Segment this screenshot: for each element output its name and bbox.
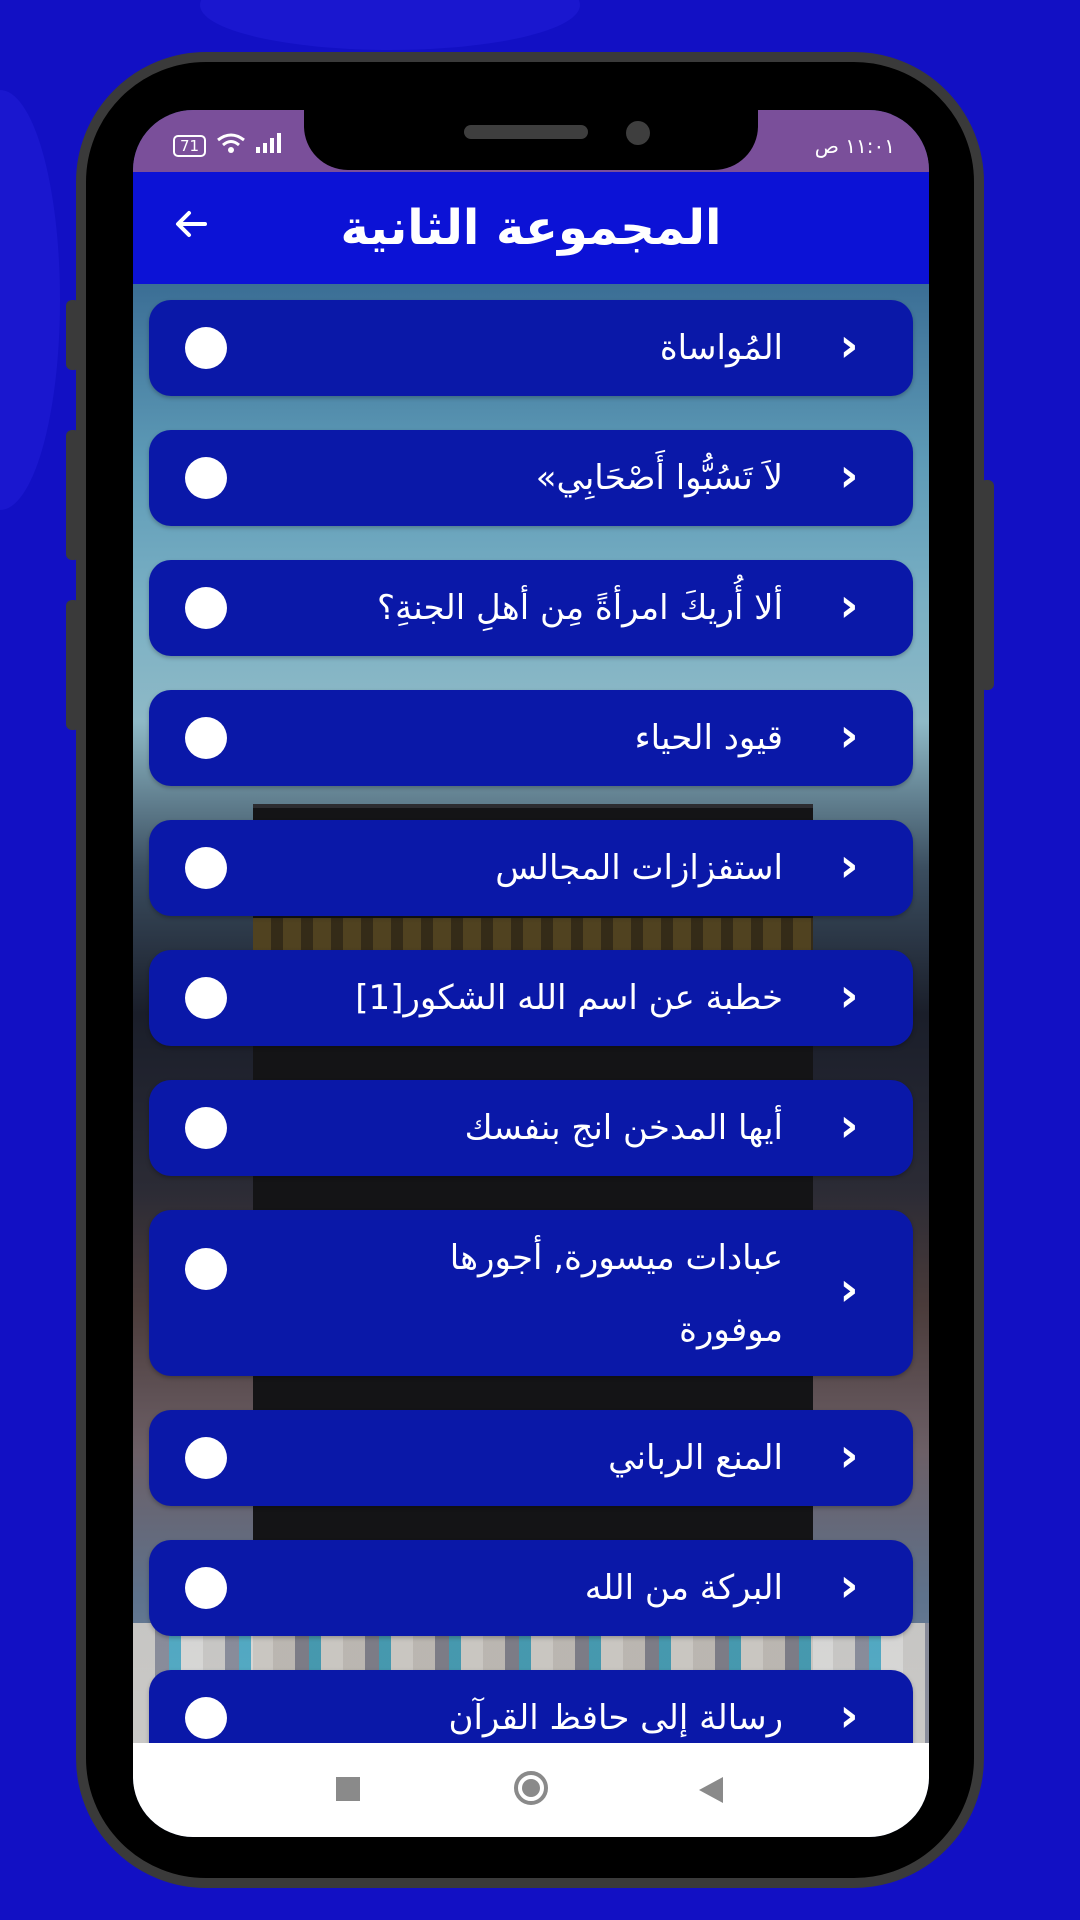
chevron-right-icon: › xyxy=(839,1688,859,1742)
list-item-label: البركة من الله xyxy=(584,1568,783,1608)
wifi-icon xyxy=(216,132,246,159)
battery-icon: 71 xyxy=(173,135,206,157)
list-item[interactable] xyxy=(149,1540,913,1636)
background-blob xyxy=(200,0,580,50)
arrow-left-icon xyxy=(169,202,213,246)
circle-icon[interactable] xyxy=(514,1771,548,1805)
read-status-dot xyxy=(185,1437,227,1479)
list-item[interactable] xyxy=(149,1410,913,1506)
speaker-icon xyxy=(464,125,588,139)
list-item-label: رسالة إلى حافظ القرآن xyxy=(448,1698,783,1738)
read-status-dot xyxy=(185,1107,227,1149)
list-item-label: المُواساة xyxy=(659,328,783,368)
list-item[interactable] xyxy=(149,1210,913,1376)
read-status-dot xyxy=(185,587,227,629)
list-item-label: قيود الحياء xyxy=(634,718,783,758)
status-time: ١١:٠١ ص xyxy=(814,134,895,158)
list-item-label: عبادات ميسورة, أجورها موفورة xyxy=(449,1238,783,1350)
list-item-label: ألا أُريكَ امرأةً مِن أهلِ الجنةِ؟ xyxy=(376,588,783,628)
chevron-right-icon: › xyxy=(839,318,859,372)
phone-screen xyxy=(133,110,929,1837)
list-item[interactable] xyxy=(149,1080,913,1176)
square-icon[interactable] xyxy=(336,1777,360,1801)
chevron-right-icon: › xyxy=(839,1558,859,1612)
read-status-dot xyxy=(185,717,227,759)
camera-icon xyxy=(626,121,650,145)
list-item[interactable] xyxy=(149,1670,913,1743)
read-status-dot xyxy=(185,1567,227,1609)
phone-side-button xyxy=(66,430,80,560)
chevron-right-icon: › xyxy=(839,1098,859,1152)
list-item[interactable] xyxy=(149,560,913,656)
read-status-dot xyxy=(185,457,227,499)
chevron-right-icon: › xyxy=(839,1428,859,1482)
chevron-right-icon: › xyxy=(839,708,859,762)
content-area xyxy=(133,284,929,1743)
list-item-label: لاَ تَسُبُّوا أَصْحَابِي» xyxy=(535,458,783,498)
camera-notch xyxy=(304,110,758,170)
list-item-label: استفزازات المجالس xyxy=(495,848,783,888)
chevron-right-icon: › xyxy=(839,968,859,1022)
status-icons xyxy=(173,132,282,159)
chevron-right-icon: › xyxy=(839,838,859,892)
list-item[interactable] xyxy=(149,300,913,396)
list-item[interactable] xyxy=(149,690,913,786)
signal-icon xyxy=(256,133,282,158)
list-item[interactable] xyxy=(149,950,913,1046)
list-item-label: خطبة عن اسم الله الشكور[1] xyxy=(355,978,783,1018)
read-status-dot xyxy=(185,847,227,889)
list-item[interactable] xyxy=(149,430,913,526)
background-blob xyxy=(0,90,60,510)
list-item-label: أيها المدخن انج بنفسك xyxy=(464,1108,783,1148)
triangle-back-icon[interactable] xyxy=(699,1777,723,1803)
page-title: المجموعة الثانية xyxy=(340,200,722,256)
system-nav-bar xyxy=(133,1743,929,1837)
list-item-label: المنع الرباني xyxy=(608,1438,783,1478)
read-status-dot xyxy=(185,1697,227,1739)
read-status-dot xyxy=(185,1248,227,1290)
chevron-right-icon: › xyxy=(839,1262,859,1316)
phone-side-button xyxy=(66,600,80,730)
list-item[interactable] xyxy=(149,820,913,916)
phone-side-button xyxy=(66,300,80,370)
chevron-right-icon: › xyxy=(839,448,859,502)
phone-side-button xyxy=(980,480,994,690)
read-status-dot xyxy=(185,327,227,369)
chevron-right-icon: › xyxy=(839,578,859,632)
app-bar xyxy=(133,172,929,284)
read-status-dot xyxy=(185,977,227,1019)
back-button[interactable] xyxy=(165,202,217,254)
